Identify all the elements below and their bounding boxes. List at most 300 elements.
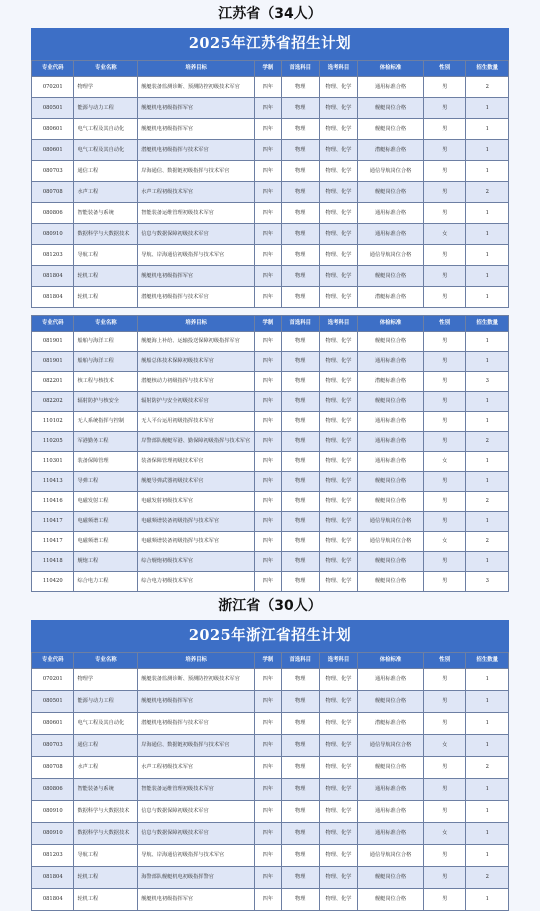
table-cell: 男 <box>423 412 465 432</box>
column-header: 专业代码 <box>32 653 74 669</box>
table-cell: 物理 <box>281 372 319 392</box>
column-header: 招生数量 <box>466 316 509 332</box>
table-cell: 辐射防护与安全初级技术军官 <box>138 392 255 412</box>
table-cell: 四年 <box>255 472 282 492</box>
table-cell: 通信导航岗位合格 <box>358 532 424 552</box>
table-cell: 1 <box>466 203 509 224</box>
column-header: 专业名称 <box>74 653 138 669</box>
table-row <box>32 867 509 889</box>
table-cell: 1 <box>466 352 509 372</box>
table-cell: 四年 <box>255 332 282 352</box>
table-cell: 081901 <box>32 352 74 372</box>
table-cell: 轮机工程 <box>74 867 138 889</box>
table-cell: 物理 <box>281 392 319 412</box>
table-cell: 物理 <box>281 77 319 98</box>
table-cell: 110205 <box>32 432 74 452</box>
table-cell: 物理、化学 <box>319 98 357 119</box>
table-cell: 装备保障管理 <box>74 452 138 472</box>
table-cell: 电磁频谱工程 <box>74 512 138 532</box>
table-cell: 四年 <box>255 245 282 266</box>
table-row <box>32 224 509 245</box>
admission-table <box>31 60 509 308</box>
table-cell: 080501 <box>32 691 74 713</box>
table-cell: 通用标准合格 <box>358 224 424 245</box>
table-cell: 110420 <box>32 572 74 592</box>
table-cell: 能源与动力工程 <box>74 691 138 713</box>
table-cell: 潜艇机电初级指挥与技术军官 <box>138 140 255 161</box>
table-cell: 舰艇岗位合格 <box>358 867 424 889</box>
table-cell: 物理、化学 <box>319 352 357 372</box>
table-row <box>32 889 509 911</box>
column-header: 性别 <box>423 653 465 669</box>
table-cell: 110102 <box>32 412 74 432</box>
table-cell: 080806 <box>32 203 74 224</box>
table-row <box>32 77 509 98</box>
table-cell: 通信导航岗位合格 <box>358 735 424 757</box>
table-cell: 物理 <box>281 98 319 119</box>
table-row <box>32 532 509 552</box>
table-cell: 轮机工程 <box>74 266 138 287</box>
admission-plan-page <box>31 0 509 911</box>
table-cell: 1 <box>466 452 509 472</box>
table-cell: 舰艇岗位合格 <box>358 552 424 572</box>
column-header: 专业代码 <box>32 61 74 77</box>
table-row <box>32 845 509 867</box>
table-cell: 能源与动力工程 <box>74 98 138 119</box>
table-cell: 070201 <box>32 669 74 691</box>
table-cell: 信息与数据保障初级技术军官 <box>138 823 255 845</box>
table-cell: 080703 <box>32 161 74 182</box>
table-cell: 四年 <box>255 203 282 224</box>
table-cell: 1 <box>466 669 509 691</box>
table-cell: 物理、化学 <box>319 532 357 552</box>
table-cell: 物理、化学 <box>319 572 357 592</box>
table-cell: 电磁频谱工程 <box>74 532 138 552</box>
table-cell: 物理、化学 <box>319 412 357 432</box>
table-cell: 物理 <box>281 735 319 757</box>
table-cell: 男 <box>423 867 465 889</box>
table-cell: 1 <box>466 266 509 287</box>
table-cell: 电磁频谱装备初级指挥与技术军官 <box>138 532 255 552</box>
table-cell: 舰艇机电初级指挥军官 <box>138 266 255 287</box>
table-row <box>32 287 509 308</box>
table-cell: 男 <box>423 669 465 691</box>
table-cell: 四年 <box>255 691 282 713</box>
table-cell: 岸警部队舰艇军港、勤保障初级指挥与技术军官 <box>138 432 255 452</box>
column-header: 体检标准 <box>358 653 424 669</box>
table-cell: 四年 <box>255 182 282 203</box>
table-cell: 物理 <box>281 757 319 779</box>
admission-table <box>31 315 509 592</box>
table-cell: 岸海通信、数据链初级指挥与技术军官 <box>138 735 255 757</box>
column-header: 专业代码 <box>32 316 74 332</box>
table-cell: 080501 <box>32 98 74 119</box>
table-cell: 舰艇岗位合格 <box>358 691 424 713</box>
table-cell: 1 <box>466 119 509 140</box>
table-row <box>32 452 509 472</box>
column-header: 招生数量 <box>466 653 509 669</box>
table-cell: 物理 <box>281 552 319 572</box>
table-cell: 物理、化学 <box>319 266 357 287</box>
table-cell: 物理 <box>281 669 319 691</box>
table-cell: 舰艇机电初级指挥军官 <box>138 691 255 713</box>
table-cell: 物理、化学 <box>319 713 357 735</box>
table-cell: 物理 <box>281 161 319 182</box>
table-cell: 轮机工程 <box>74 889 138 911</box>
table-cell: 四年 <box>255 889 282 911</box>
table-cell: 四年 <box>255 352 282 372</box>
table-cell: 男 <box>423 572 465 592</box>
table-cell: 男 <box>423 182 465 203</box>
table-cell: 舰船总体技术保障初级技术军官 <box>138 352 255 372</box>
table-cell: 物理、化学 <box>319 492 357 512</box>
table-cell: 物理 <box>281 801 319 823</box>
table-row <box>32 266 509 287</box>
table-row <box>32 757 509 779</box>
table-cell: 物理 <box>281 245 319 266</box>
table-cell: 通用标准合格 <box>358 412 424 432</box>
table-cell: 110417 <box>32 532 74 552</box>
column-header: 招生数量 <box>466 61 509 77</box>
table-cell: 综合电力工程 <box>74 572 138 592</box>
table-row <box>32 691 509 713</box>
table-cell: 080601 <box>32 713 74 735</box>
table-row <box>32 492 509 512</box>
table-cell: 080910 <box>32 823 74 845</box>
table-cell: 2 <box>466 757 509 779</box>
table-cell: 舰炮工程 <box>74 552 138 572</box>
column-header: 体检标准 <box>358 61 424 77</box>
table-cell: 智能装备运维管理初级技术军官 <box>138 203 255 224</box>
table-cell: 综合电力初级技术军官 <box>138 572 255 592</box>
table-cell: 数据科学与大数据技术 <box>74 224 138 245</box>
table-cell: 080708 <box>32 757 74 779</box>
table-cell: 舰艇机电初级指挥军官 <box>138 119 255 140</box>
table-cell: 男 <box>423 352 465 372</box>
table-cell: 潜艇标准合格 <box>358 372 424 392</box>
table-cell: 通信工程 <box>74 735 138 757</box>
table-cell: 081203 <box>32 845 74 867</box>
table-cell: 水声工程 <box>74 757 138 779</box>
table-cell: 核工程与核技术 <box>74 372 138 392</box>
table-cell: 潜艇标准合格 <box>358 713 424 735</box>
table-cell: 四年 <box>255 98 282 119</box>
table-cell: 物理 <box>281 845 319 867</box>
table-cell: 物理 <box>281 512 319 532</box>
table-cell: 物理、化学 <box>319 332 357 352</box>
column-header: 体检标准 <box>358 316 424 332</box>
table-cell: 物理、化学 <box>319 801 357 823</box>
table-cell: 物理 <box>281 867 319 889</box>
table-cell: 2 <box>466 492 509 512</box>
table-cell: 物理、化学 <box>319 845 357 867</box>
table-cell: 潜艇标准合格 <box>358 140 424 161</box>
table-cell: 1 <box>466 779 509 801</box>
table-cell: 电气工程及其自动化 <box>74 713 138 735</box>
table-cell: 081804 <box>32 867 74 889</box>
table-cell: 物理 <box>281 203 319 224</box>
table-cell: 物理、化学 <box>319 512 357 532</box>
table-cell: 船舶与海洋工程 <box>74 352 138 372</box>
table-cell: 物理、化学 <box>319 224 357 245</box>
table-cell: 四年 <box>255 779 282 801</box>
table-cell: 080601 <box>32 140 74 161</box>
table-cell: 物理、化学 <box>319 161 357 182</box>
table-cell: 导航、岸海通信初级指挥与技术军官 <box>138 845 255 867</box>
table-cell: 1 <box>466 512 509 532</box>
table-cell: 1 <box>466 287 509 308</box>
table-cell: 舰艇装备监测诊断、预测防控初级技术军官 <box>138 669 255 691</box>
table-cell: 081901 <box>32 332 74 352</box>
column-header: 专业名称 <box>74 61 138 77</box>
table-cell: 080708 <box>32 182 74 203</box>
table-cell: 潜艇核动力初级指挥与技术军官 <box>138 372 255 392</box>
table-cell: 女 <box>423 823 465 845</box>
table-cell: 物理 <box>281 691 319 713</box>
table-cell: 导弹工程 <box>74 472 138 492</box>
table-cell: 物理 <box>281 182 319 203</box>
table-row <box>32 245 509 266</box>
column-header: 首选科目 <box>281 316 319 332</box>
column-header: 性别 <box>423 61 465 77</box>
table-cell: 1 <box>466 332 509 352</box>
table-cell: 物理 <box>281 779 319 801</box>
table-cell: 物理 <box>281 224 319 245</box>
table-cell: 舰艇岗位合格 <box>358 266 424 287</box>
table-cell: 物理 <box>281 572 319 592</box>
table-cell: 081203 <box>32 245 74 266</box>
table-row <box>32 203 509 224</box>
table-cell: 通信导航岗位合格 <box>358 245 424 266</box>
table-cell: 四年 <box>255 867 282 889</box>
table-cell: 通用标准合格 <box>358 779 424 801</box>
table-cell: 物理 <box>281 472 319 492</box>
table-cell: 舰艇岗位合格 <box>358 472 424 492</box>
table-row <box>32 432 509 452</box>
table-cell: 四年 <box>255 492 282 512</box>
table-header-row <box>32 316 509 332</box>
table-cell: 导航工程 <box>74 845 138 867</box>
table-row <box>32 412 509 432</box>
table-cell: 四年 <box>255 845 282 867</box>
table-cell: 信息与数据保障初级技术军官 <box>138 801 255 823</box>
table-cell: 物理、化学 <box>319 245 357 266</box>
table-cell: 四年 <box>255 552 282 572</box>
table-cell: 物理、化学 <box>319 823 357 845</box>
table-cell: 1 <box>466 691 509 713</box>
column-header: 性别 <box>423 316 465 332</box>
table-cell: 舰艇岗位合格 <box>358 392 424 412</box>
table-cell: 无人平台运用初级指挥技术军官 <box>138 412 255 432</box>
table-cell: 水声工程初级技术军官 <box>138 757 255 779</box>
table-cell: 男 <box>423 512 465 532</box>
table-row <box>32 779 509 801</box>
table-cell: 男 <box>423 757 465 779</box>
table-cell: 081804 <box>32 889 74 911</box>
table-cell: 1 <box>466 801 509 823</box>
table-row <box>32 372 509 392</box>
province-title: 浙江省（30人） <box>218 598 322 614</box>
table-cell: 物理 <box>281 332 319 352</box>
table-cell: 四年 <box>255 266 282 287</box>
table-cell: 男 <box>423 713 465 735</box>
table-cell: 智能装备运维管理初级技术军官 <box>138 779 255 801</box>
table-cell: 物理 <box>281 492 319 512</box>
table-cell: 物理 <box>281 532 319 552</box>
table-cell: 信息与数据保障初级技术军官 <box>138 224 255 245</box>
table-cell: 四年 <box>255 140 282 161</box>
table-row <box>32 352 509 372</box>
table-cell: 男 <box>423 392 465 412</box>
table-cell: 物理 <box>281 266 319 287</box>
table-cell: 110417 <box>32 512 74 532</box>
table-cell: 四年 <box>255 823 282 845</box>
table-cell: 物理、化学 <box>319 392 357 412</box>
table-cell: 四年 <box>255 572 282 592</box>
table-cell: 男 <box>423 161 465 182</box>
table-cell: 物理、化学 <box>319 140 357 161</box>
plan-title-banner: 2025年江苏省招生计划 <box>31 28 509 60</box>
table-cell: 装备保障管理初级技术军官 <box>138 452 255 472</box>
column-header: 学制 <box>255 61 282 77</box>
table-cell: 110301 <box>32 452 74 472</box>
column-header: 学制 <box>255 653 282 669</box>
table-cell: 舰艇导弹武器初级技术军官 <box>138 472 255 492</box>
table-cell: 080601 <box>32 119 74 140</box>
column-header: 首选科目 <box>281 653 319 669</box>
table-cell: 舰艇岗位合格 <box>358 182 424 203</box>
column-header: 选考科目 <box>319 316 357 332</box>
table-cell: 物理、化学 <box>319 287 357 308</box>
table-cell: 物理 <box>281 713 319 735</box>
table-cell: 导航工程 <box>74 245 138 266</box>
table-cell: 物理、化学 <box>319 779 357 801</box>
table-cell: 2 <box>466 867 509 889</box>
table-cell: 四年 <box>255 392 282 412</box>
table-cell: 1 <box>466 140 509 161</box>
table-cell: 1 <box>466 845 509 867</box>
table-cell: 通用标准合格 <box>358 77 424 98</box>
table-cell: 舰艇岗位合格 <box>358 572 424 592</box>
plan-title-banner: 2025年浙江省招生计划 <box>31 620 509 652</box>
table-cell: 舰艇岗位合格 <box>358 119 424 140</box>
table-row <box>32 182 509 203</box>
table-cell: 数据科学与大数据技术 <box>74 801 138 823</box>
table-row <box>32 552 509 572</box>
column-header: 选考科目 <box>319 653 357 669</box>
table-cell: 男 <box>423 552 465 572</box>
table-cell: 船舶与海洋工程 <box>74 332 138 352</box>
table-cell: 舰艇机电初级指挥军官 <box>138 98 255 119</box>
table-cell: 四年 <box>255 532 282 552</box>
table-cell: 四年 <box>255 801 282 823</box>
table-cell: 男 <box>423 77 465 98</box>
table-cell: 辐射防护与核安全 <box>74 392 138 412</box>
table-row <box>32 161 509 182</box>
table-cell: 四年 <box>255 713 282 735</box>
table-cell: 通用标准合格 <box>358 432 424 452</box>
table-cell: 物理学 <box>74 77 138 98</box>
table-cell: 物理 <box>281 823 319 845</box>
table-cell: 1 <box>466 889 509 911</box>
table-header-row <box>32 61 509 77</box>
table-cell: 男 <box>423 691 465 713</box>
province-title: 江苏省（34人） <box>218 6 322 22</box>
table-cell: 通用标准合格 <box>358 669 424 691</box>
table-header-row <box>32 653 509 669</box>
table-cell: 男 <box>423 287 465 308</box>
table-cell: 通用标准合格 <box>358 203 424 224</box>
table-row <box>32 801 509 823</box>
table-cell: 舰艇装备监测诊断、预测防控初级技术军官 <box>138 77 255 98</box>
column-header: 学制 <box>255 316 282 332</box>
table-cell: 综合舰炮初级技术军官 <box>138 552 255 572</box>
table-cell: 四年 <box>255 412 282 432</box>
table-cell: 080910 <box>32 224 74 245</box>
table-cell: 物理、化学 <box>319 432 357 452</box>
table-cell: 导航、岸海通信初级指挥与技术军官 <box>138 245 255 266</box>
table-cell: 1 <box>466 224 509 245</box>
table-cell: 2 <box>466 432 509 452</box>
table-cell: 物理、化学 <box>319 119 357 140</box>
table-cell: 物理、化学 <box>319 757 357 779</box>
table-row <box>32 392 509 412</box>
table-cell: 物理、化学 <box>319 182 357 203</box>
table-cell: 1 <box>466 472 509 492</box>
table-cell: 1 <box>466 98 509 119</box>
table-cell: 物理 <box>281 452 319 472</box>
table-cell: 男 <box>423 492 465 512</box>
table-cell: 女 <box>423 735 465 757</box>
table-cell: 男 <box>423 119 465 140</box>
table-cell: 物理、化学 <box>319 77 357 98</box>
table-cell: 男 <box>423 140 465 161</box>
table-cell: 男 <box>423 98 465 119</box>
table-cell: 男 <box>423 245 465 266</box>
table-cell: 男 <box>423 472 465 492</box>
column-header: 专业名称 <box>74 316 138 332</box>
table-cell: 1 <box>466 161 509 182</box>
table-cell: 3 <box>466 572 509 592</box>
table-cell: 四年 <box>255 452 282 472</box>
table-cell: 物理、化学 <box>319 735 357 757</box>
table-cell: 通信导航岗位合格 <box>358 845 424 867</box>
table-cell: 数据科学与大数据技术 <box>74 823 138 845</box>
table-cell: 2 <box>466 532 509 552</box>
table-cell: 水声工程初级技术军官 <box>138 182 255 203</box>
table-cell: 舰艇海上补给、运输投送保障初级指挥军官 <box>138 332 255 352</box>
column-header: 首选科目 <box>281 61 319 77</box>
table-cell: 四年 <box>255 372 282 392</box>
table-cell: 舰艇岗位合格 <box>358 889 424 911</box>
admission-table <box>31 652 509 911</box>
table-cell: 082202 <box>32 392 74 412</box>
table-row <box>32 119 509 140</box>
table-cell: 四年 <box>255 161 282 182</box>
table-cell: 物理 <box>281 119 319 140</box>
table-row <box>32 98 509 119</box>
table-cell: 物理 <box>281 352 319 372</box>
table-cell: 男 <box>423 845 465 867</box>
table-cell: 110416 <box>32 492 74 512</box>
table-cell: 081804 <box>32 287 74 308</box>
table-cell: 男 <box>423 779 465 801</box>
table-cell: 电磁发射初级技术军官 <box>138 492 255 512</box>
table-cell: 四年 <box>255 119 282 140</box>
table-cell: 080806 <box>32 779 74 801</box>
table-cell: 3 <box>466 372 509 392</box>
table-cell: 物理 <box>281 432 319 452</box>
